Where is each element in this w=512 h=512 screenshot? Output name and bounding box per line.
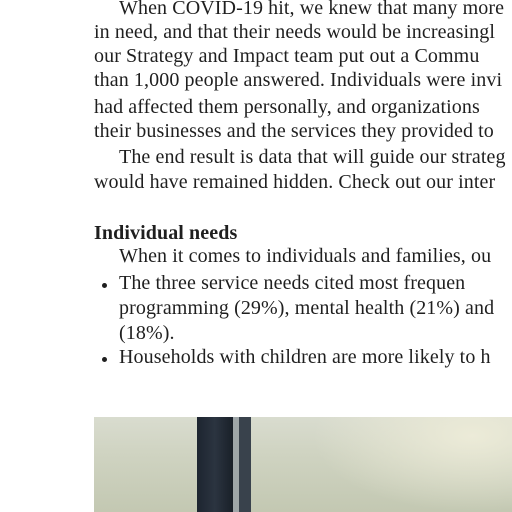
paragraph-1-line-6: their businesses and the services they provided to <box>94 120 494 142</box>
section-intro: When it comes to individuals and families, ou <box>119 245 492 267</box>
paragraph-1-line-3: our Strategy and Impact team put out a Commu <box>94 45 480 67</box>
bullet-2-marker <box>102 357 107 362</box>
paragraph-1-line-5: had affected them personally, and organizations <box>94 96 480 118</box>
photo-sky <box>312 417 512 512</box>
paragraph-1-line-2: in need, and that their needs would be increasingl <box>94 21 495 43</box>
paragraph-1-line-1: When COVID-19 hit, we knew that many more <box>119 0 505 19</box>
paragraph-1-line-4: than 1,000 people answered. Individuals were invi <box>94 69 503 91</box>
bullet-1-line-3: (18%). <box>119 322 175 344</box>
paragraph-2-line-2: would have remained hidden. Check out our inter <box>94 171 496 193</box>
bullet-1-marker <box>102 283 107 288</box>
photo <box>94 417 512 512</box>
photo-pillar-shadow <box>239 417 251 512</box>
photo-dark-pillar <box>197 417 237 512</box>
bullet-2-line-1: Households with children are more likely to h <box>119 346 491 368</box>
bullet-1-line-2: programming (29%), mental health (21%) and <box>119 297 495 319</box>
paragraph-2-line-1: The end result is data that will guide our strateg <box>119 146 506 168</box>
bullet-1-line-1: The three service needs cited most frequen <box>119 272 466 294</box>
section-heading: Individual needs <box>94 222 238 244</box>
